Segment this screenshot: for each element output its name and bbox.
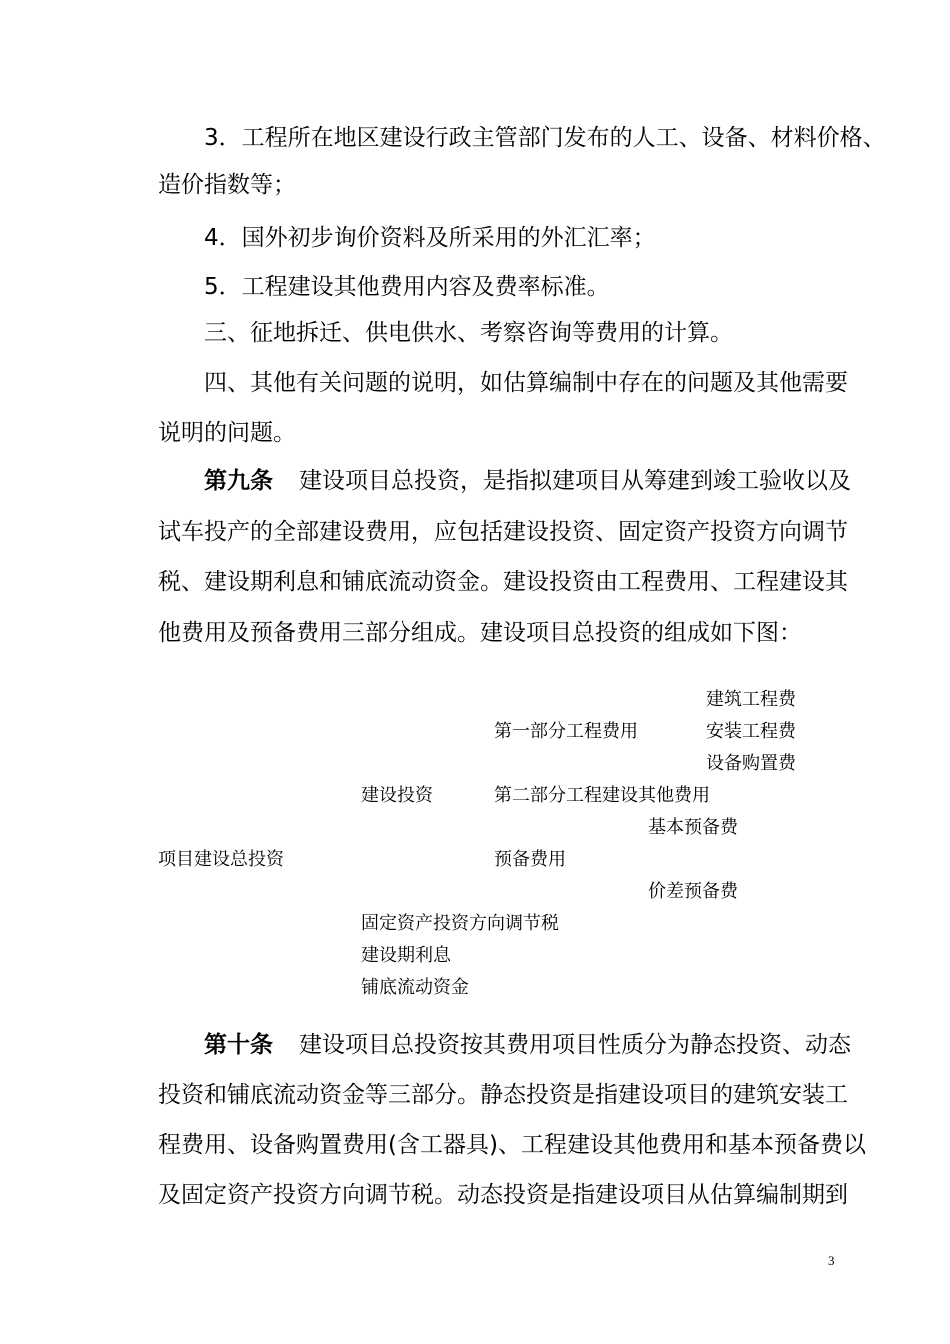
paragraph-item-3-line1: 3．工程所在地区建设行政主管部门发布的人工、设备、材料价格、 xyxy=(204,125,886,151)
article-9-heading: 第九条 xyxy=(204,468,273,494)
article-10-line2: 投资和铺底流动资金等三部分。静态投资是指建设项目的建筑安装工 xyxy=(158,1082,848,1108)
tree-reserve-cost: 预备费用 xyxy=(494,849,566,870)
article-10-line4: 及固定资产投资方向调节税。动态投资是指建设项目从估算编制期到 xyxy=(158,1182,848,1208)
section-four-line2: 说明的问题。 xyxy=(158,420,296,446)
section-four-line1: 四、其他有关问题的说明，如估算编制中存在的问题及其他需要 xyxy=(204,370,848,396)
paragraph-item-5: 5．工程建设其他费用内容及费率标准。 xyxy=(204,274,610,300)
paragraph-item-4: 4．国外初步询价资料及所采用的外汇汇率； xyxy=(204,225,656,251)
tree-adjustment-tax: 固定资产投资方向调节税 xyxy=(361,913,559,934)
page-number: 3 xyxy=(828,1253,835,1268)
article-9-text: 建设项目总投资，是指拟建项目从筹建到竣工验收以及 xyxy=(299,468,851,494)
tree-construction-investment: 建设投资 xyxy=(361,785,433,806)
tree-part2-other-cost: 第二部分工程建设其他费用 xyxy=(494,785,710,806)
article-10-heading: 第十条 xyxy=(204,1032,273,1058)
article-9-line1 xyxy=(204,466,851,496)
article-9-line3: 税、建设期利息和铺底流动资金。建设投资由工程费用、工程建设其 xyxy=(158,569,848,595)
tree-working-capital: 铺底流动资金 xyxy=(361,977,469,998)
article-10-line1 xyxy=(204,1030,851,1060)
tree-interest: 建设期利息 xyxy=(361,945,451,966)
article-9-line4: 他费用及预备费用三部分组成。建设项目总投资的组成如下图： xyxy=(158,620,802,646)
tree-basic-reserve: 基本预备费 xyxy=(648,817,738,838)
paragraph-item-3-line2: 造价指数等； xyxy=(158,172,296,198)
article-10-line3: 程费用、设备购置费用(含工器具)、工程建设其他费用和基本预备费以 xyxy=(158,1132,866,1158)
article-10-text: 建设项目总投资按其费用项目性质分为静态投资、动态 xyxy=(299,1032,851,1058)
article-9-line2: 试车投产的全部建设费用，应包括建设投资、固定资产投资方向调节 xyxy=(158,519,848,545)
tree-price-reserve: 价差预备费 xyxy=(648,881,738,902)
tree-building-cost: 建筑工程费 xyxy=(706,689,796,710)
tree-root-total-investment: 项目建设总投资 xyxy=(158,849,284,870)
tree-equipment-cost: 设备购置费 xyxy=(706,753,796,774)
section-three: 三、征地拆迁、供电供水、考察咨询等费用的计算。 xyxy=(204,320,733,346)
tree-installation-cost: 安装工程费 xyxy=(706,721,796,742)
tree-part1-engineering-cost: 第一部分工程费用 xyxy=(494,721,638,742)
